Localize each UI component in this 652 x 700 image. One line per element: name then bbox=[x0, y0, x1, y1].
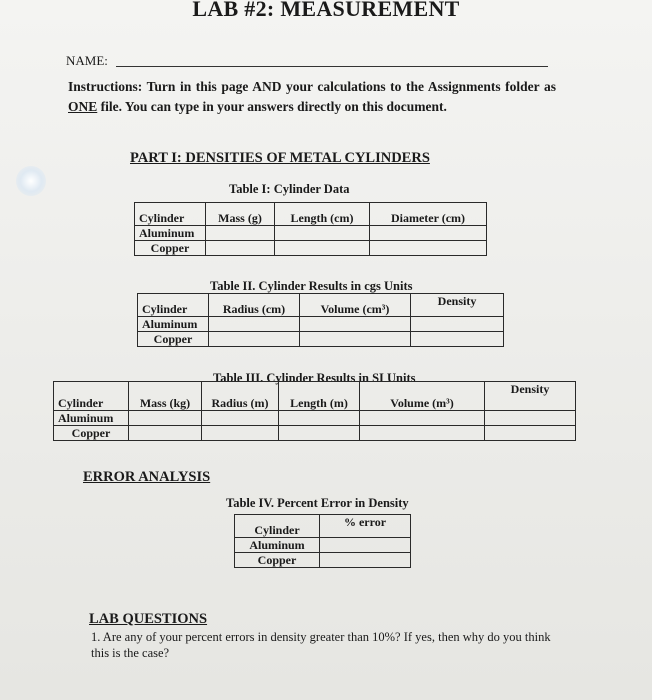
error-analysis-heading: ERROR ANALYSIS bbox=[83, 469, 211, 485]
table2-cell[interactable] bbox=[209, 332, 300, 347]
table1-cell[interactable] bbox=[370, 241, 487, 256]
name-label: NAME: bbox=[66, 53, 108, 68]
table3-header: Mass (kg) bbox=[129, 382, 202, 411]
table4-caption: Table IV. Percent Error in Density bbox=[226, 496, 409, 510]
instructions-emphasis: ONE bbox=[68, 99, 98, 114]
table2-row-label: Aluminum bbox=[138, 317, 209, 332]
table1-header: Mass (g) bbox=[206, 203, 275, 226]
table2-row-label: Copper bbox=[138, 332, 209, 347]
table2-cgs-results bbox=[137, 293, 504, 347]
table1-header: Diameter (cm) bbox=[370, 203, 487, 226]
table1-caption: Table I: Cylinder Data bbox=[229, 182, 350, 196]
table3-header: Radius (m) bbox=[202, 382, 279, 411]
table1-row-label: Aluminum bbox=[135, 226, 206, 241]
question-1: 1. Are any of your percent errors in density greater than 10%? If yes, then why do you think this is the case? bbox=[91, 630, 551, 660]
instructions-text-1: Instructions: Turn in this page AND your calculations to the Assignments folder as bbox=[68, 79, 556, 94]
table1-cell[interactable] bbox=[370, 226, 487, 241]
table1-cell[interactable] bbox=[275, 226, 370, 241]
table2-cell[interactable] bbox=[209, 317, 300, 332]
table4-row-label: Copper bbox=[235, 553, 320, 568]
table3-cell[interactable] bbox=[129, 426, 202, 441]
table2-header: Volume (cm³) bbox=[300, 294, 411, 317]
table3-cell[interactable] bbox=[279, 426, 360, 441]
table1-cell[interactable] bbox=[206, 226, 275, 241]
table3-cell[interactable] bbox=[360, 411, 485, 426]
table1-cylinder-data bbox=[134, 202, 487, 256]
table3-cell[interactable] bbox=[202, 426, 279, 441]
table4-row-label: Aluminum bbox=[235, 538, 320, 553]
table3-header: Volume (m³) bbox=[360, 382, 485, 411]
table3-cell[interactable] bbox=[485, 426, 576, 441]
instructions-text-2: file. You can type in your answers directly on this document. bbox=[97, 99, 447, 114]
camera-glare bbox=[16, 166, 46, 196]
table3-header: Length (m) bbox=[279, 382, 360, 411]
table1-cell[interactable] bbox=[206, 241, 275, 256]
table1-header: Length (cm) bbox=[275, 203, 370, 226]
table3-row-label: Copper bbox=[54, 426, 129, 441]
table1-cell[interactable] bbox=[275, 241, 370, 256]
table3-cell[interactable] bbox=[202, 411, 279, 426]
table3-si-results bbox=[53, 381, 576, 441]
table4-header: % error bbox=[320, 515, 411, 538]
table2-header: Cylinder bbox=[138, 294, 209, 317]
table1-header: Cylinder bbox=[135, 203, 206, 226]
table2-header: Radius (cm) bbox=[209, 294, 300, 317]
table2-cell[interactable] bbox=[411, 332, 504, 347]
table2-cell[interactable] bbox=[411, 317, 504, 332]
table3-caption: Table III. Cylinder Results in SI Units bbox=[213, 371, 416, 385]
table4-cell[interactable] bbox=[320, 538, 411, 553]
lab-questions-heading: LAB QUESTIONS bbox=[89, 611, 208, 627]
part1-heading: PART I: DENSITIES OF METAL CYLINDERS bbox=[130, 150, 430, 166]
name-field[interactable] bbox=[116, 66, 548, 67]
table4-header: Cylinder bbox=[235, 515, 320, 538]
table3-cell[interactable] bbox=[485, 411, 576, 426]
table3-cell[interactable] bbox=[360, 426, 485, 441]
table3-cell[interactable] bbox=[129, 411, 202, 426]
table2-caption: Table II. Cylinder Results in cgs Units bbox=[210, 279, 413, 293]
table3-header: Cylinder bbox=[54, 382, 129, 411]
page-title: LAB #2: MEASUREMENT bbox=[192, 0, 460, 21]
table2-cell[interactable] bbox=[300, 332, 411, 347]
table3-row-label: Aluminum bbox=[54, 411, 129, 426]
table3-cell[interactable] bbox=[279, 411, 360, 426]
table2-cell[interactable] bbox=[300, 317, 411, 332]
instructions bbox=[68, 77, 556, 117]
table2-header: Density bbox=[411, 294, 504, 317]
table4-percent-error bbox=[234, 514, 411, 568]
table1-row-label: Copper bbox=[135, 241, 206, 256]
table4-cell[interactable] bbox=[320, 553, 411, 568]
table3-header: Density bbox=[485, 382, 576, 411]
